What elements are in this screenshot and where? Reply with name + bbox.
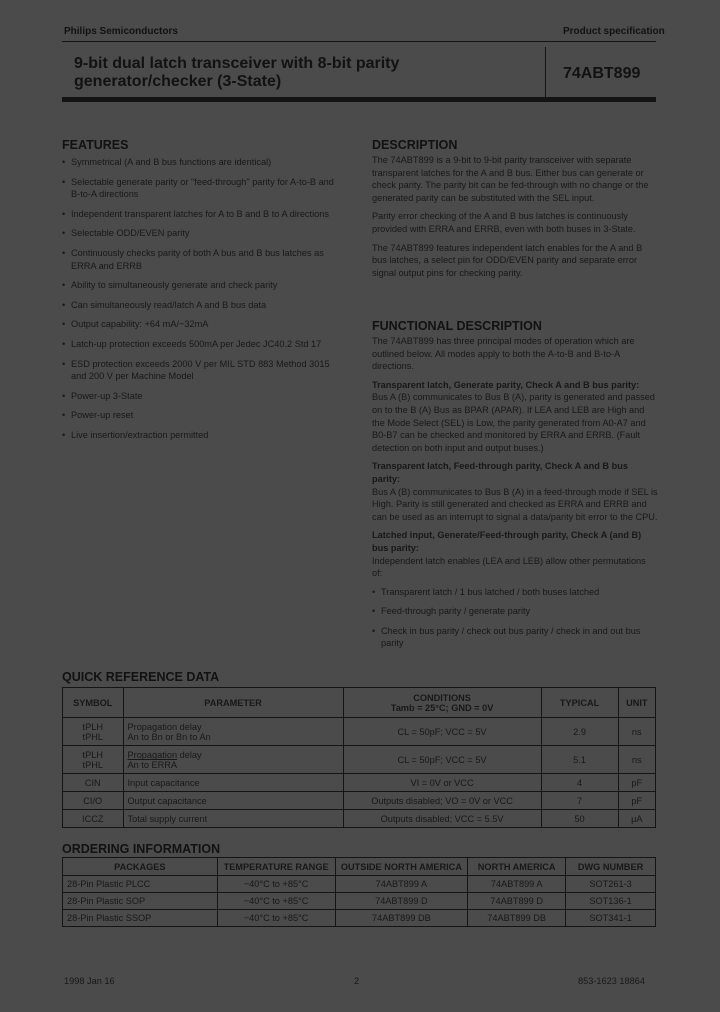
quick-reference-heading: QUICK REFERENCE DATA bbox=[62, 670, 220, 684]
functional-heading: FUNCTIONAL DESCRIPTION bbox=[372, 319, 542, 333]
mode-2-title: Transparent latch, Feed-through parity, Check A and B bus parity: bbox=[372, 461, 628, 484]
col-parameter: PARAMETER bbox=[123, 688, 343, 718]
functional-text bbox=[372, 335, 658, 657]
part-number: 74ABT899 bbox=[563, 65, 641, 82]
feature-item: • Continuously checks parity of both A bus and B bus latches as ERRA and ERRB bbox=[62, 247, 324, 271]
footer-date: 1998 Jan 16 bbox=[64, 976, 115, 986]
title-divider bbox=[545, 47, 546, 97]
mode-1-text: Bus A (B) communicates to Bus B (A), parity is generated and passed on to the B (A) Bus as BPAR (APAR). If LEA and LEB are High and the Mode Select (SEL) is Low, the parity generated from A0-A7 and B0-B7 can be checked and monitored by ERRA and ERRB. (Fault detection on both input and output buses.) bbox=[372, 392, 655, 453]
col-symbol: SYMBOL bbox=[63, 688, 124, 718]
feature-item: • ESD protection exceeds 2000 V per MIL STD 883 Method 3015 and 200 V per Machine Model bbox=[62, 358, 330, 382]
footer-code: 853-1623 18864 bbox=[578, 976, 645, 986]
feature-item: • Selectable ODD/EVEN parity bbox=[62, 228, 190, 239]
header-rule bbox=[62, 41, 656, 42]
table-row: tPLH tPHL Propagation delay An to Bn or Bn to An CL = 50pF; VCC = 5V 2.9 ns bbox=[63, 718, 656, 746]
functional-intro: The 74ABT899 has three principal modes of operation which are outlined below. All modes apply to both the A-to-B and B-to-A directions. bbox=[372, 336, 635, 372]
table-row: tPLH tPHL Propagation delay An to ERRA CL = 50pF; VCC = 5V 5.1 ns bbox=[63, 746, 656, 774]
title-thick-rule bbox=[62, 97, 656, 102]
mode-2-text: Bus A (B) communicates to Bus B (A) in a feed-through mode if SEL is High. Parity is still generated and checked as ERRA and ERRB and can be used as an interrupt to signal a data/parity bit error to the CPU. bbox=[372, 486, 658, 522]
mode-1-title: Transparent latch, Generate parity, Check A and B bus parity: bbox=[372, 379, 640, 390]
company-name: Philips Semiconductors bbox=[64, 26, 178, 37]
table-row: 28-Pin Plastic SSOP −40°C to +85°C 74ABT899 DB 74ABT899 DB SOT341-1 bbox=[63, 910, 656, 927]
description-paragraph: The 74ABT899 features independent latch enables for the A and B bus latches, a select pin for ODD/EVEN parity and separate error signal output pins for checking parity. bbox=[372, 242, 643, 278]
description-text bbox=[372, 154, 658, 285]
description-paragraph: The 74ABT899 is a 9-bit to 9-bit parity transceiver with separate transparent latches for the A and B bus. Either bus can generate or check parity. The parity bit can be fed-through with no change or the generated parity can be substituted with the SEL input. bbox=[372, 155, 649, 203]
mode-bullet: • Check in bus parity / check out bus parity / check in and out bus parity bbox=[372, 625, 641, 649]
table-row: CI/O Output capacitance Outputs disabled; VO = 0V or VCC 7 pF bbox=[63, 792, 656, 810]
mode-bullet: • Feed-through parity / generate parity bbox=[372, 606, 531, 617]
feature-item: • Selectable generate parity or "feed-through" parity for A-to-B and B-to-A directions bbox=[62, 176, 334, 200]
table-row: CIN Input capacitance VI = 0V or VCC 4 pF bbox=[63, 774, 656, 792]
mode-3-text: Independent latch enables (LEA and LEB) allow other permutations of: bbox=[372, 555, 646, 579]
feature-item: • Power-up reset bbox=[62, 410, 134, 421]
feature-item: • Output capability: +64 mA/−32mA bbox=[62, 319, 209, 330]
features-heading: FEATURES bbox=[62, 138, 129, 152]
document-type: Product specification bbox=[563, 26, 665, 37]
features-list bbox=[62, 156, 342, 449]
description-paragraph: Parity error checking of the A and B bus latches is continuously provided with ERRA and ERRB, even with both buses in 3-State. bbox=[372, 211, 636, 234]
feature-item: • Independent transparent latches for A to B and B to A directions bbox=[62, 208, 329, 219]
feature-item: • Live insertion/extraction permitted bbox=[62, 429, 209, 440]
col-unit: UNIT bbox=[618, 688, 655, 718]
table-header-row: PACKAGES TEMPERATURE RANGE OUTSIDE NORTH AMERICA NORTH AMERICA DWG NUMBER bbox=[63, 858, 656, 876]
table-row: ICCZ Total supply current Outputs disabled; VCC = 5.5V 50 μA bbox=[63, 810, 656, 828]
table-row: 28-Pin Plastic PLCC −40°C to +85°C 74ABT899 A 74ABT899 A SOT261-3 bbox=[63, 876, 656, 893]
page-number: 2 bbox=[354, 976, 360, 986]
quick-reference-table bbox=[62, 687, 656, 828]
title-line-2: generator/checker (3-State) bbox=[74, 73, 282, 90]
ordering-heading: ORDERING INFORMATION bbox=[62, 842, 221, 856]
mode-bullet: • Transparent latch / 1 bus latched / both buses latched bbox=[372, 586, 600, 597]
ordering-table bbox=[62, 857, 656, 927]
col-conditions: CONDITIONS Tamb = 25°C; GND = 0V bbox=[343, 688, 541, 718]
feature-item: • Latch-up protection exceeds 500mA per Jedec JC40.2 Std 17 bbox=[62, 338, 322, 349]
description-heading: DESCRIPTION bbox=[372, 138, 458, 152]
feature-item: • Symmetrical (A and B bus functions are identical) bbox=[62, 157, 272, 167]
mode-3-title: Latched input, Generate/Feed-through parity, Check A (and B) bus parity: bbox=[372, 530, 642, 553]
col-typical: TYPICAL bbox=[541, 688, 618, 718]
feature-item: • Can simultaneously read/latch A and B bus data bbox=[62, 299, 267, 310]
title-line-1: 9-bit dual latch transceiver with 8-bit parity bbox=[74, 55, 400, 72]
feature-item: • Power-up 3-State bbox=[62, 390, 143, 401]
table-header-row bbox=[63, 688, 656, 718]
table-row: 28-Pin Plastic SOP −40°C to +85°C 74ABT899 D 74ABT899 D SOT136-1 bbox=[63, 893, 656, 910]
feature-item: • Ability to simultaneously generate and check parity bbox=[62, 280, 278, 291]
